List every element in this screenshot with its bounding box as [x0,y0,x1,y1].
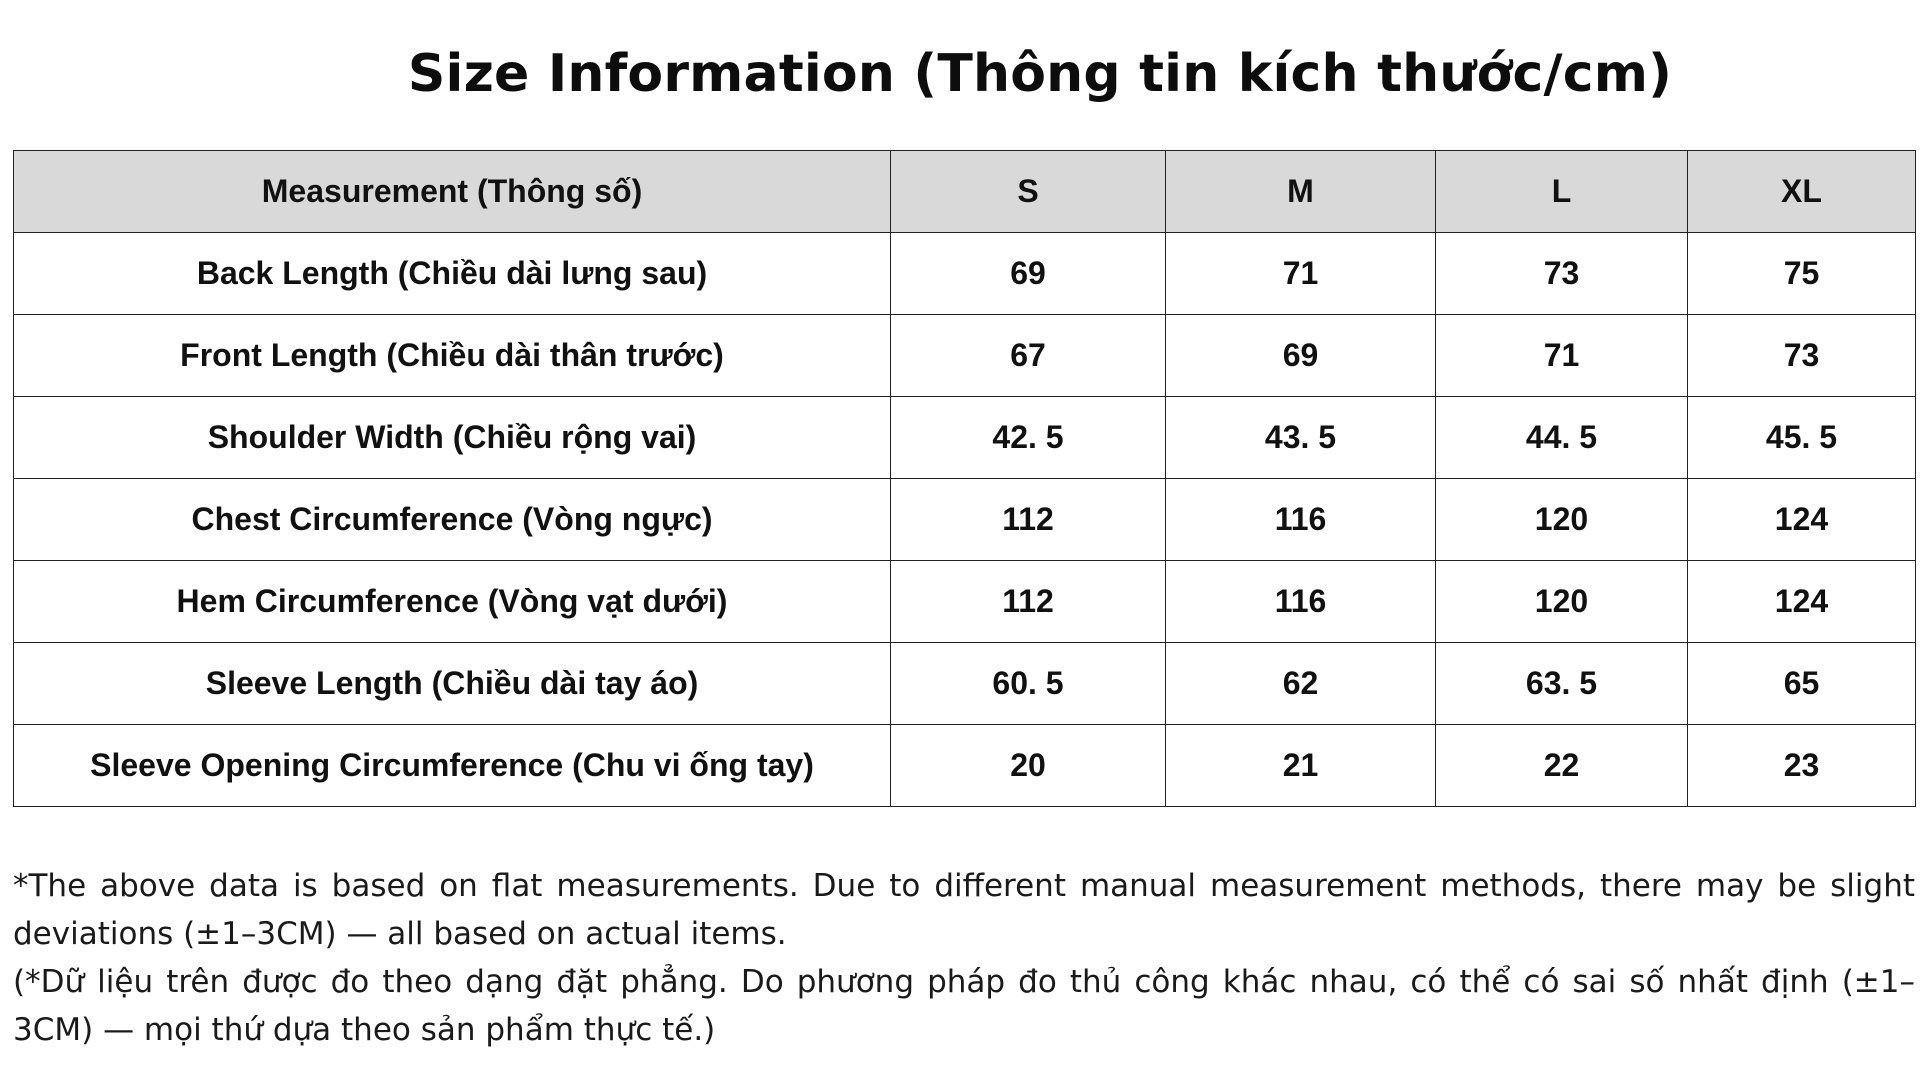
page-title: Size Information (Thông tin kích thước/cm) [407,44,1673,104]
cell-size-s: 20 [891,725,1166,807]
cell-size-l: 73 [1436,233,1688,315]
size-table [13,150,1916,807]
cell-size-l: 63. 5 [1436,643,1688,725]
cell-size-l: 71 [1436,315,1688,397]
cell-size-m: 69 [1166,315,1436,397]
cell-size-m: 62 [1166,643,1436,725]
row-label: Front Length (Chiều dài thân trước) [14,315,891,397]
table-row-hem-circumference [14,561,1916,643]
cell-size-l: 44. 5 [1436,397,1688,479]
table-header [14,151,1916,233]
row-label: Back Length (Chiều dài lưng sau) [14,233,891,315]
cell-size-xl: 124 [1688,479,1916,561]
cell-size-m: 116 [1166,479,1436,561]
cell-size-xl: 23 [1688,725,1916,807]
note-vietnamese: (*Dữ liệu trên được đo theo dạng đặt phẳng. Do phương pháp đo thủ công khác nhau, có thể có sai số nhất định (±1–3CM) — mọi thứ dựa theo sản phẩm thực tế.) [13,964,1915,1048]
row-label: Sleeve Opening Circumference (Chu vi ống tay) [14,725,891,807]
cell-size-s: 112 [891,479,1166,561]
header-measurement: Measurement (Thông số) [14,151,891,233]
cell-size-xl: 45. 5 [1688,397,1916,479]
cell-size-s: 112 [891,561,1166,643]
row-label: Sleeve Length (Chiều dài tay áo) [14,643,891,725]
cell-size-s: 69 [891,233,1166,315]
cell-size-s: 67 [891,315,1166,397]
cell-size-xl: 73 [1688,315,1916,397]
header-size-s: S [891,151,1166,233]
table-row-shoulder-width [14,397,1916,479]
header-size-xl: XL [1688,151,1916,233]
cell-size-xl: 124 [1688,561,1916,643]
cell-size-m: 21 [1166,725,1436,807]
cell-size-xl: 65 [1688,643,1916,725]
cell-size-m: 71 [1166,233,1436,315]
cell-size-s: 42. 5 [891,397,1166,479]
cell-size-s: 60. 5 [891,643,1166,725]
measurement-notes [13,862,1915,1054]
table-body [14,233,1916,807]
header-row [14,151,1916,233]
cell-size-l: 22 [1436,725,1688,807]
table-row-front-length [14,315,1916,397]
row-label: Chest Circumference (Vòng ngực) [14,479,891,561]
cell-size-m: 43. 5 [1166,397,1436,479]
table-row-sleeve-length [14,643,1916,725]
cell-size-l: 120 [1436,479,1688,561]
cell-size-m: 116 [1166,561,1436,643]
row-label: Hem Circumference (Vòng vạt dưới) [14,561,891,643]
header-size-l: L [1436,151,1688,233]
cell-size-l: 120 [1436,561,1688,643]
header-size-m: M [1166,151,1436,233]
table-row-chest-circumference [14,479,1916,561]
cell-size-xl: 75 [1688,233,1916,315]
table-row-sleeve-opening [14,725,1916,807]
row-label: Shoulder Width (Chiều rộng vai) [14,397,891,479]
table-row-back-length [14,233,1916,315]
note-english: *The above data is based on flat measurements. Due to different manual measurement methods, there may be slight deviations (±1–3CM) — all based on actual items. [13,868,1915,952]
